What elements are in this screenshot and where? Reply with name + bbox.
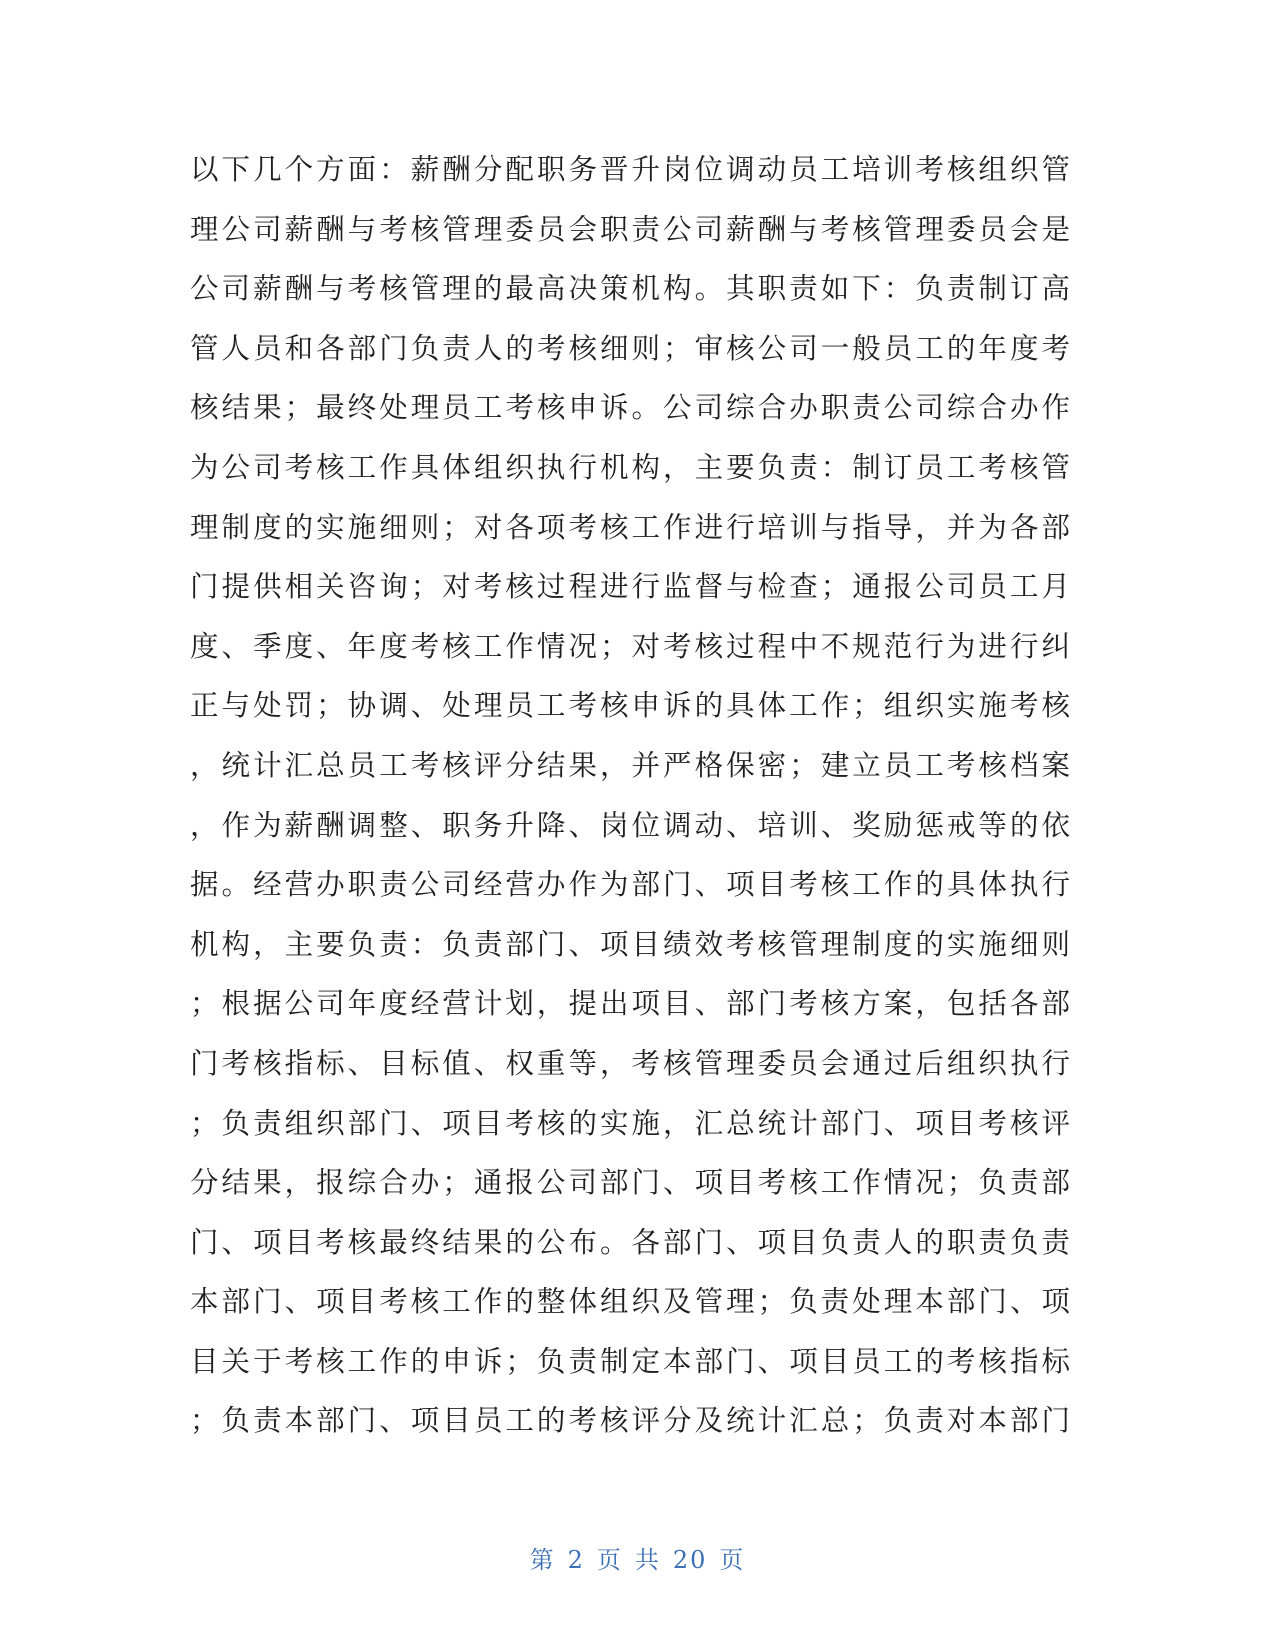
text-line-3: 公司薪酬与考核管理的最高决策机构。其职责如下：负责制订高 [190,272,1070,306]
text-line-19: 门、项目考核最终结果的公布。各部门、项目负责人的职责负责 [190,1225,1070,1259]
text-line-12: ，作为薪酬调整、职务升降、岗位调动、培训、奖励惩戒等的依 [190,808,1070,842]
text-line-8: 门提供相关咨询；对考核过程进行监督与检查；通报公司员工月 [190,570,1070,604]
text-line-15: ；根据公司年度经营计划，提出项目、部门考核方案，包括各部 [190,987,1070,1021]
text-line-11: ，统计汇总员工考核评分结果，并严格保密；建立员工考核档案 [190,748,1070,782]
text-line-13: 据。经营办职责公司经营办作为部门、项目考核工作的具体执行 [190,868,1070,902]
text-line-1: 以下几个方面：薪酬分配职务晋升岗位调动员工培训考核组织管 [190,153,1070,186]
text-line-22: ；负责本部门、项目员工的考核评分及统计汇总；负责对本部门 [190,1404,1070,1438]
text-line-9: 度、季度、年度考核工作情况；对考核过程中不规范行为进行纠 [190,629,1070,663]
text-line-20: 本部门、项目考核工作的整体组织及管理；负责处理本部门、项 [190,1285,1070,1319]
page-footer [0,1540,1275,1575]
footer-total-word: 共 [634,1546,661,1574]
text-line-7: 理制度的实施细则；对各项考核工作进行培训与指导，并为各部 [190,510,1070,544]
footer-page-word: 页 [596,1546,623,1574]
body-text [190,140,1070,1451]
text-line-5: 核结果；最终处理员工考核申诉。公司综合办职责公司综合办作 [190,391,1070,425]
text-line-18: 分结果，报综合办；通报公司部门、项目考核工作情况；负责部 [190,1166,1070,1200]
footer-suffix: 页 [719,1546,746,1574]
text-line-4: 管人员和各部门负责人的考核细则；审核公司一般员工的年度考 [190,331,1070,365]
footer-current-page: 2 [567,1546,585,1574]
text-line-2: 理公司薪酬与考核管理委员会职责公司薪酬与考核管理委员会是 [190,212,1070,246]
footer-prefix: 第 [529,1546,556,1574]
text-line-6: 为公司考核工作具体组织执行机构，主要负责：制订员工考核管 [190,450,1070,484]
text-line-10: 正与处罚；协调、处理员工考核申诉的具体工作；组织实施考核 [190,689,1070,723]
text-line-14: 机构，主要负责：负责部门、项目绩效考核管理制度的实施细则 [190,927,1070,961]
text-line-21: 目关于考核工作的申诉；负责制定本部门、项目员工的考核指标 [190,1344,1070,1378]
text-line-16: 门考核指标、目标值、权重等，考核管理委员会通过后组织执行 [190,1046,1070,1080]
footer-total-pages: 20 [672,1546,708,1574]
text-line-17: ；负责组织部门、项目考核的实施，汇总统计部门、项目考核评 [190,1106,1070,1140]
